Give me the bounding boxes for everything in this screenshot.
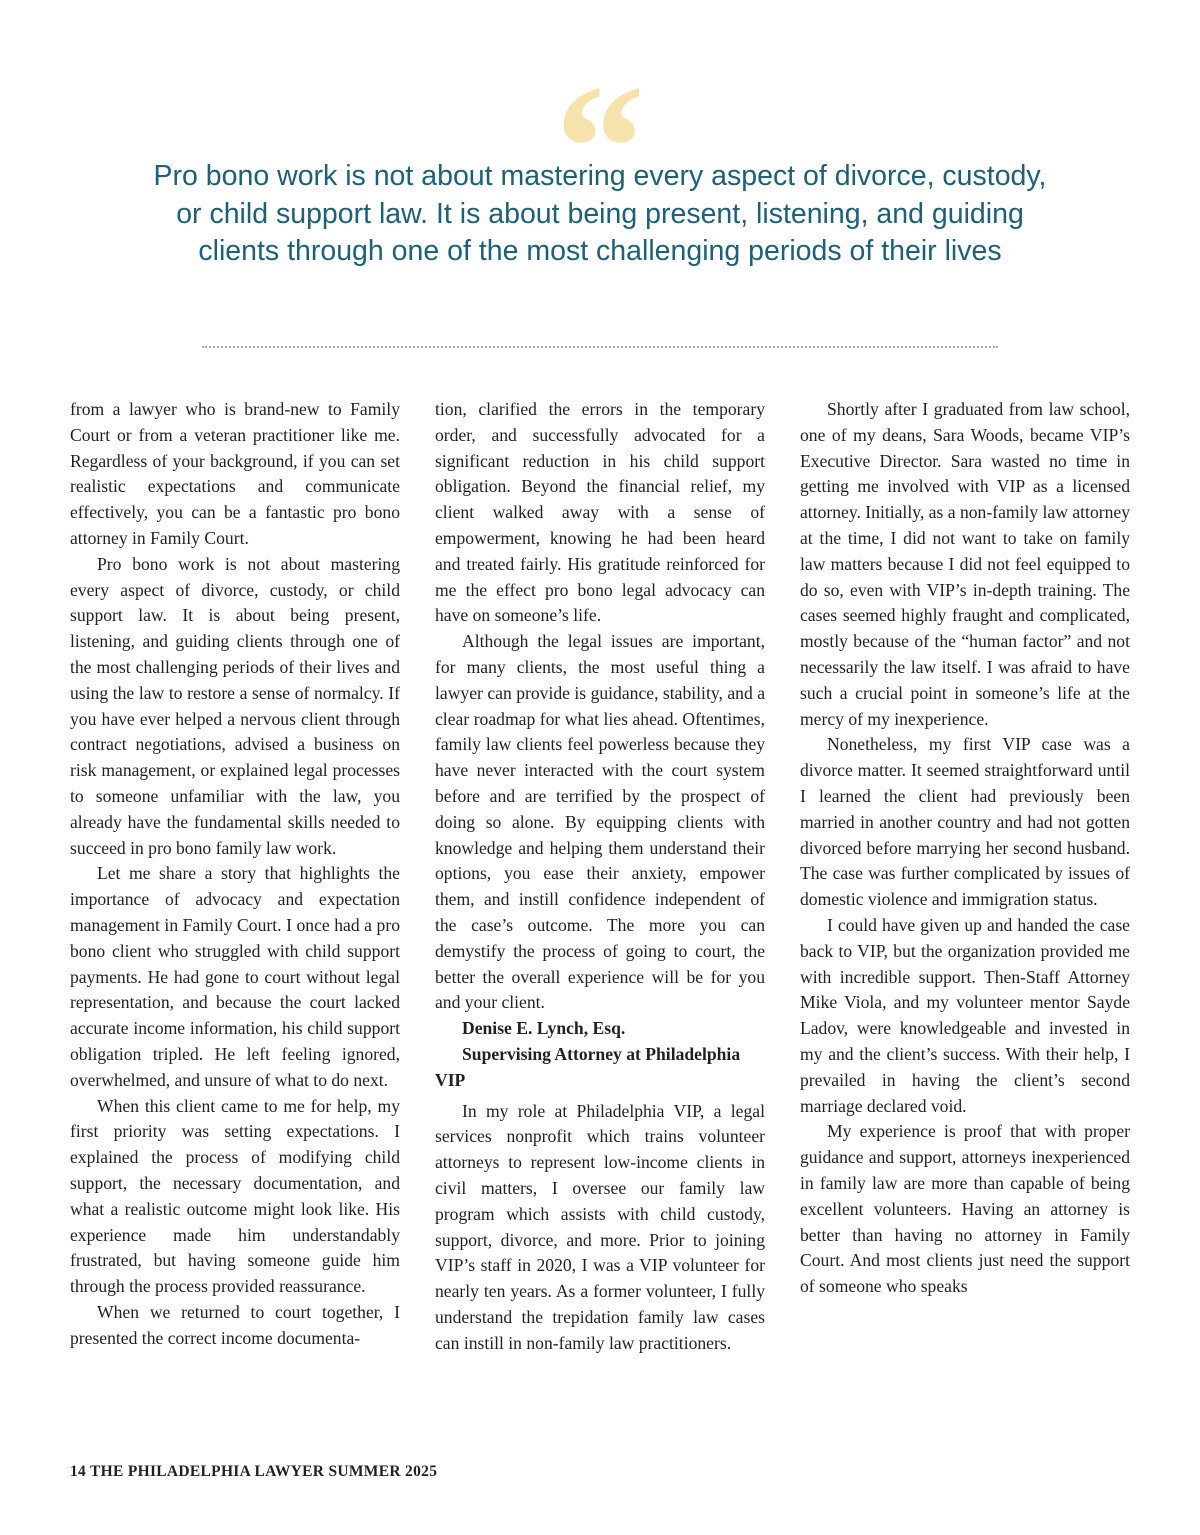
- article-column-1: [70, 397, 400, 1351]
- paragraph: When this client came to me for help, my first priority was setting expectations. I explained the process of modifying child support, the necessary documentation, and what a realistic outcome might look like. His experience made him understandably frustrated, but having someone guide him through the process provided reassurance.: [70, 1095, 400, 1297]
- article-column-3: [800, 397, 1130, 1300]
- paragraph: Although the legal issues are important, for many clients, the most useful thing a lawyer can provide is guidance, stability, and a clear roadmap for what lies ahead. Oftentimes, family law clients feel powerless because they have never interacted with the court system before and are terrified by the prospect of doing so alone. By equipping clients with knowledge and helping them understand their options, you ease their anxiety, empower them, and instill confidence independent of the case’s outcome. The more you can demystify the process of going to court, the better the overall experience will be for you and your client.: [435, 631, 765, 1013]
- paragraph: I could have given up and handed the case back to VIP, but the organization provided me with incredible support. Then-Staff Attorney Mike Viola, and my volunteer mentor Sayde Ladov, were knowledgeable and invested in my and the client’s success. With their help, I prevailed in having the client’s second marriage declared void.: [800, 914, 1130, 1116]
- pull-quote: Pro bono work is not about mastering every aspect of divorce, custody, or child support law. It is about being present, listening, and guiding clients through one of the most challenging periods of their lives: [153, 160, 1047, 267]
- paragraph: Let me share a story that highlights the importance of advocacy and expectation management in Family Court. I once had a pro bono client who struggled with child support payments. He had gone to court without legal representation, and because the court lacked accurate income information, his child support obligation tripled. He left feeling ignored, overwhelmed, and unsure of what to do next.: [70, 863, 400, 1090]
- paragraph: Shortly after I graduated from law school, one of my deans, Sara Woods, became VIP’s Executive Director. Sara wasted no time in getting me involved with VIP as a licensed attorney. Initially, as a non-family law attorney at the time, I did not want to take on family law matters because I did not feel equipped to do so, even with VIP’s in-depth training. The cases seemed highly fraught and complicated, mostly because of the “human factor” and not necessarily the law itself. I was afraid to have such a crucial point in someone’s life at the mercy of my inexperience.: [800, 399, 1130, 729]
- paragraph: In my role at Philadelphia VIP, a legal services nonprofit which trains volunteer attorneys to represent low-income clients in civil matters, I oversee our family law program which assists with child custody, support, divorce, and more. Prior to joining VIP’s staff in 2020, I was a VIP volunteer for nearly ten years. As a former volunteer, I fully understand the trepidation family law cases can instill in non-family law practitioners.: [435, 1100, 765, 1353]
- paragraph: When we returned to court together, I presented the correct income documenta-: [70, 1301, 400, 1348]
- paragraph: My experience is proof that with proper guidance and support, attorneys inexperienced in family law are more than capable of being excellent volunteers. Having an attorney is better than having no attorney in Family Court. And most clients just need the support of someone who speaks: [800, 1121, 1130, 1297]
- page-footer: [70, 1463, 437, 1481]
- paragraph: from a lawyer who is brand-new to Family Court or from a veteran practitioner like me. Regardless of your background, if you can set realistic expectations and communicate effectively, you can be a fantastic pro bono attorney in Family Court.: [70, 399, 400, 548]
- paragraph: tion, clarified the errors in the temporary order, and successfully advocated for a significant reduction in his child support obligation. Beyond the financial relief, my client walked away with a sense of empowerment, knowing he had been heard and treated fairly. His gratitude reinforced for me the effect pro bono legal advocacy can have on someone’s life.: [435, 399, 765, 626]
- paragraph: Nonetheless, my first VIP case was a divorce matter. It seemed straightforward until I learned the client had previously been married in another country and had not gotten divorced before marrying her second husband. The case was further complicated by issues of domestic violence and immigration status.: [800, 734, 1130, 910]
- article-column-2: [435, 397, 765, 1356]
- page-number: 14: [70, 1463, 87, 1480]
- dotted-divider: [202, 346, 998, 348]
- author-title: Supervising Attorney at Philadelphia VIP: [435, 1043, 741, 1090]
- publication-name: THE PHILADELPHIA LAWYER SUMMER 2025: [90, 1463, 438, 1480]
- author-name: Denise E. Lynch, Esq.: [462, 1018, 626, 1039]
- paragraph: Pro bono work is not about mastering every aspect of divorce, custody, or child support law. It is about being present, listening, and guiding clients through one of the most challenging periods of their lives and using the law to restore a sense of normalcy. If you have ever helped a nervous client through contract negotiations, advised a business on risk management, or explained legal processes to someone unfamiliar with the law, you already have the fundamental skills needed to succeed in pro bono family law work.: [70, 553, 400, 858]
- quote-mark-icon: “: [555, 48, 645, 247]
